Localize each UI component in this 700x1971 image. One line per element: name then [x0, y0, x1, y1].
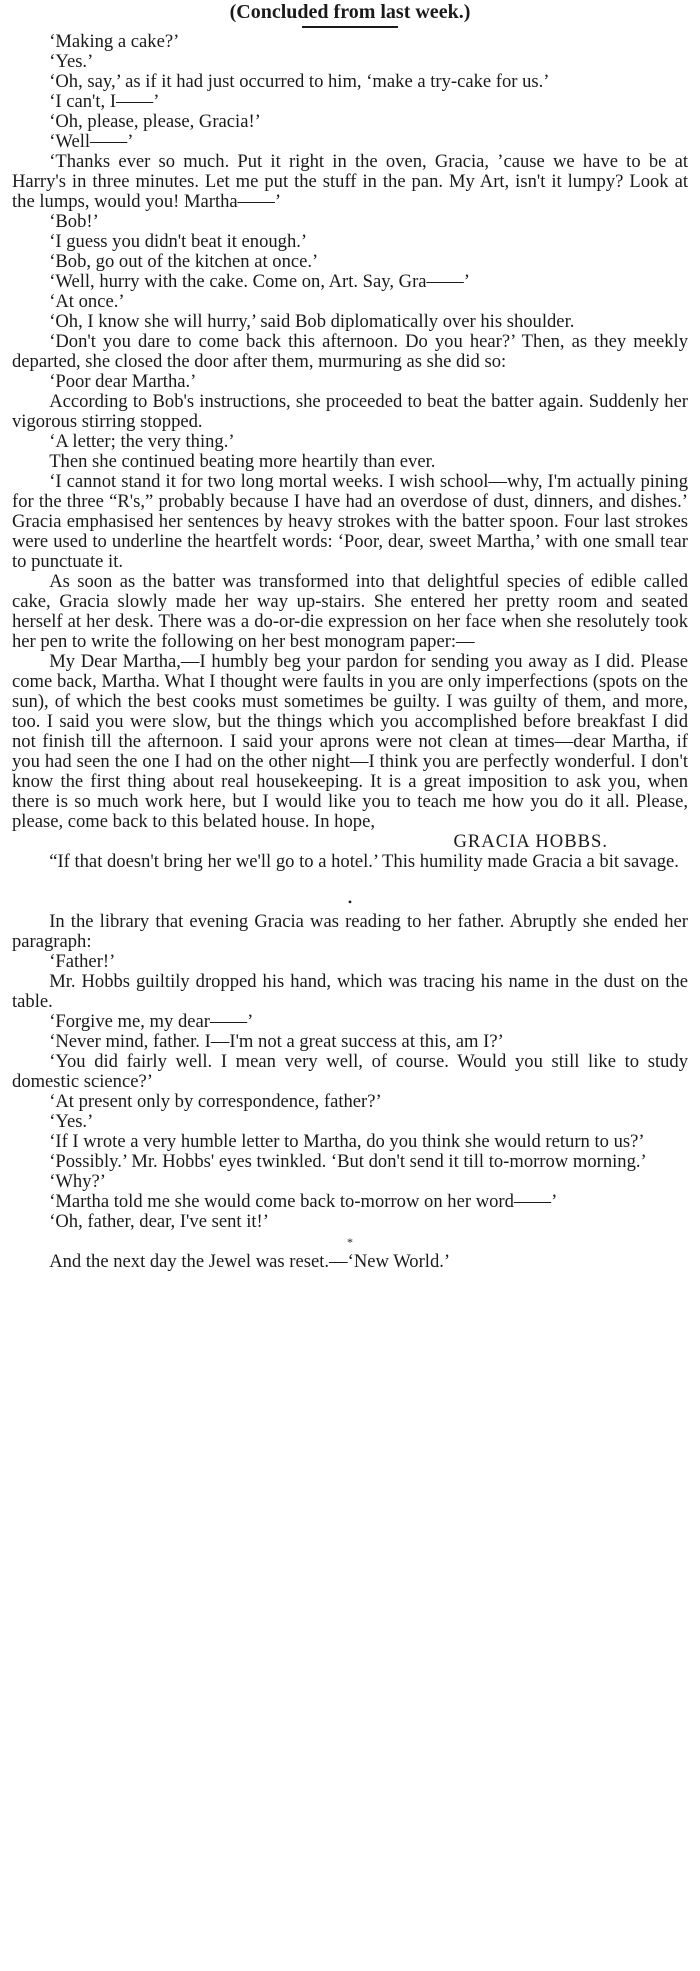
letter-paragraph: My Dear Martha,—I humbly beg your pardon for sending you away as I did. Please come back, Martha. What I thought were faults in you are only imperfections (spots on the sun), of which the best cooks must sometimes be guilty. I was guilty of them, and more, too. I said you were slow, but the things which you accomplished before breakfast I did not finish till the afternoon. I said your aprons were not clean at times—dear Martha, if you had seen the one I had on the other night—I think you are perfectly wonderful. I don't know the first thing about real housekeeping. It is a great imposition to ask you, when there is so much work here, but I would like you to teach me how you do it all. Please, please, come back to this belated house. In hope, [12, 651, 688, 832]
paragraph: ‘Well——’ [49, 131, 134, 152]
article-body [12, 32, 688, 1272]
paragraph: ‘Don't you dare to come back this afternoon. Do you hear?’ Then, as they meekly departed, she closed the door after them, murmuring as she did so: [12, 331, 688, 372]
paragraph: ‘Forgive me, my dear——’ [49, 1011, 254, 1032]
section-separator: • [347, 895, 353, 909]
paragraph: According to Bob's instructions, she proceeded to beat the batter again. Suddenly her vigorous stirring stopped. [12, 391, 688, 432]
paragraph: ‘Martha told me she would come back to-morrow on her word——’ [49, 1191, 558, 1212]
paragraph: ‘Bob!’ [49, 211, 99, 232]
paragraph: Mr. Hobbs guiltily dropped his hand, which was tracing his name in the dust on the table. [12, 971, 688, 1012]
paragraph: “If that doesn't bring her we'll go to a hotel.’ This humility made Gracia a bit savage. [49, 851, 679, 872]
paragraph: ‘At present only by correspondence, father?’ [49, 1091, 382, 1112]
end-separator: * [347, 1235, 353, 1249]
paragraph: ‘You did fairly well. I mean very well, of course. Would you still like to study domestic science?’ [12, 1051, 688, 1092]
paragraph: ‘I can't, I——’ [49, 91, 160, 112]
heading-rule [302, 26, 398, 28]
paragraph: ‘I cannot stand it for two long mortal weeks. I wish school—why, I'm actually pining for the three “R's,” probably because I have had an overdose of dust, dinners, and dishes.’ Gracia emphasised her sentences by heavy strokes with the batter spoon. Four last strokes were used to underline the heartfelt words: ‘Poor, dear, sweet Martha,’ with one small tear to punctuate it. [12, 471, 688, 572]
paragraph: ‘I guess you didn't beat it enough.’ [49, 231, 308, 252]
paragraph: As soon as the batter was transformed into that delightful species of edible called cake, Gracia slowly made her way up-stairs. She entered her pretty room and seated herself at her desk. There was a do-or-die expression on her face when she resolutely took her pen to write the following on her best monogram paper:— [12, 571, 688, 652]
paragraph: ‘Thanks ever so much. Put it right in the oven, Gracia, ’cause we have to be at Harry's in three minutes. Let me put the stuff in the pan. My Art, isn't it lumpy? Look at the lumps, would you! Martha——’ [12, 151, 688, 212]
paragraph: ‘Why?’ [49, 1171, 106, 1192]
paragraph: ‘Oh, please, please, Gracia!’ [49, 111, 261, 132]
paragraph: ‘Oh, father, dear, I've sent it!’ [49, 1211, 269, 1232]
closing-paragraph: And the next day the Jewel was reset.—‘New World.’ [49, 1251, 451, 1272]
paragraph: ‘Father!’ [49, 951, 116, 972]
paragraph: Then she continued beating more heartily than ever. [49, 451, 436, 472]
paragraph: ‘Oh, say,’ as if it had just occurred to him, ‘make a try-cake for us.’ [49, 71, 550, 92]
paragraph: ‘Possibly.’ Mr. Hobbs' eyes twinkled. ‘But don't send it till to-morrow morning.’ [49, 1151, 647, 1172]
letter-signature: GRACIA HOBBS. [453, 831, 608, 852]
paragraph: ‘Making a cake?’ [49, 31, 180, 52]
paragraph: ‘Bob, go out of the kitchen at once.’ [49, 251, 319, 272]
paragraph: ‘Well, hurry with the cake. Come on, Art. Say, Gra——’ [49, 271, 470, 292]
section-gap [12, 872, 688, 892]
paragraph: ‘Poor dear Martha.’ [49, 371, 197, 392]
article-heading: (Concluded from last week.) [229, 1, 471, 23]
paragraph: ‘A letter; the very thing.’ [49, 431, 235, 452]
paragraph: ‘Yes.’ [49, 1111, 94, 1132]
paragraph: ‘Never mind, father. I—I'm not a great success at this, am I?’ [49, 1031, 504, 1052]
paragraph: ‘If I wrote a very humble letter to Martha, do you think she would return to us?’ [49, 1131, 645, 1152]
paragraph: In the library that evening Gracia was reading to her father. Abruptly she ended her paragraph: [12, 911, 688, 952]
paragraph: ‘At once.’ [49, 291, 125, 312]
paragraph: ‘Oh, I know she will hurry,’ said Bob diplomatically over his shoulder. [49, 311, 575, 332]
paragraph: ‘Yes.’ [49, 51, 94, 72]
